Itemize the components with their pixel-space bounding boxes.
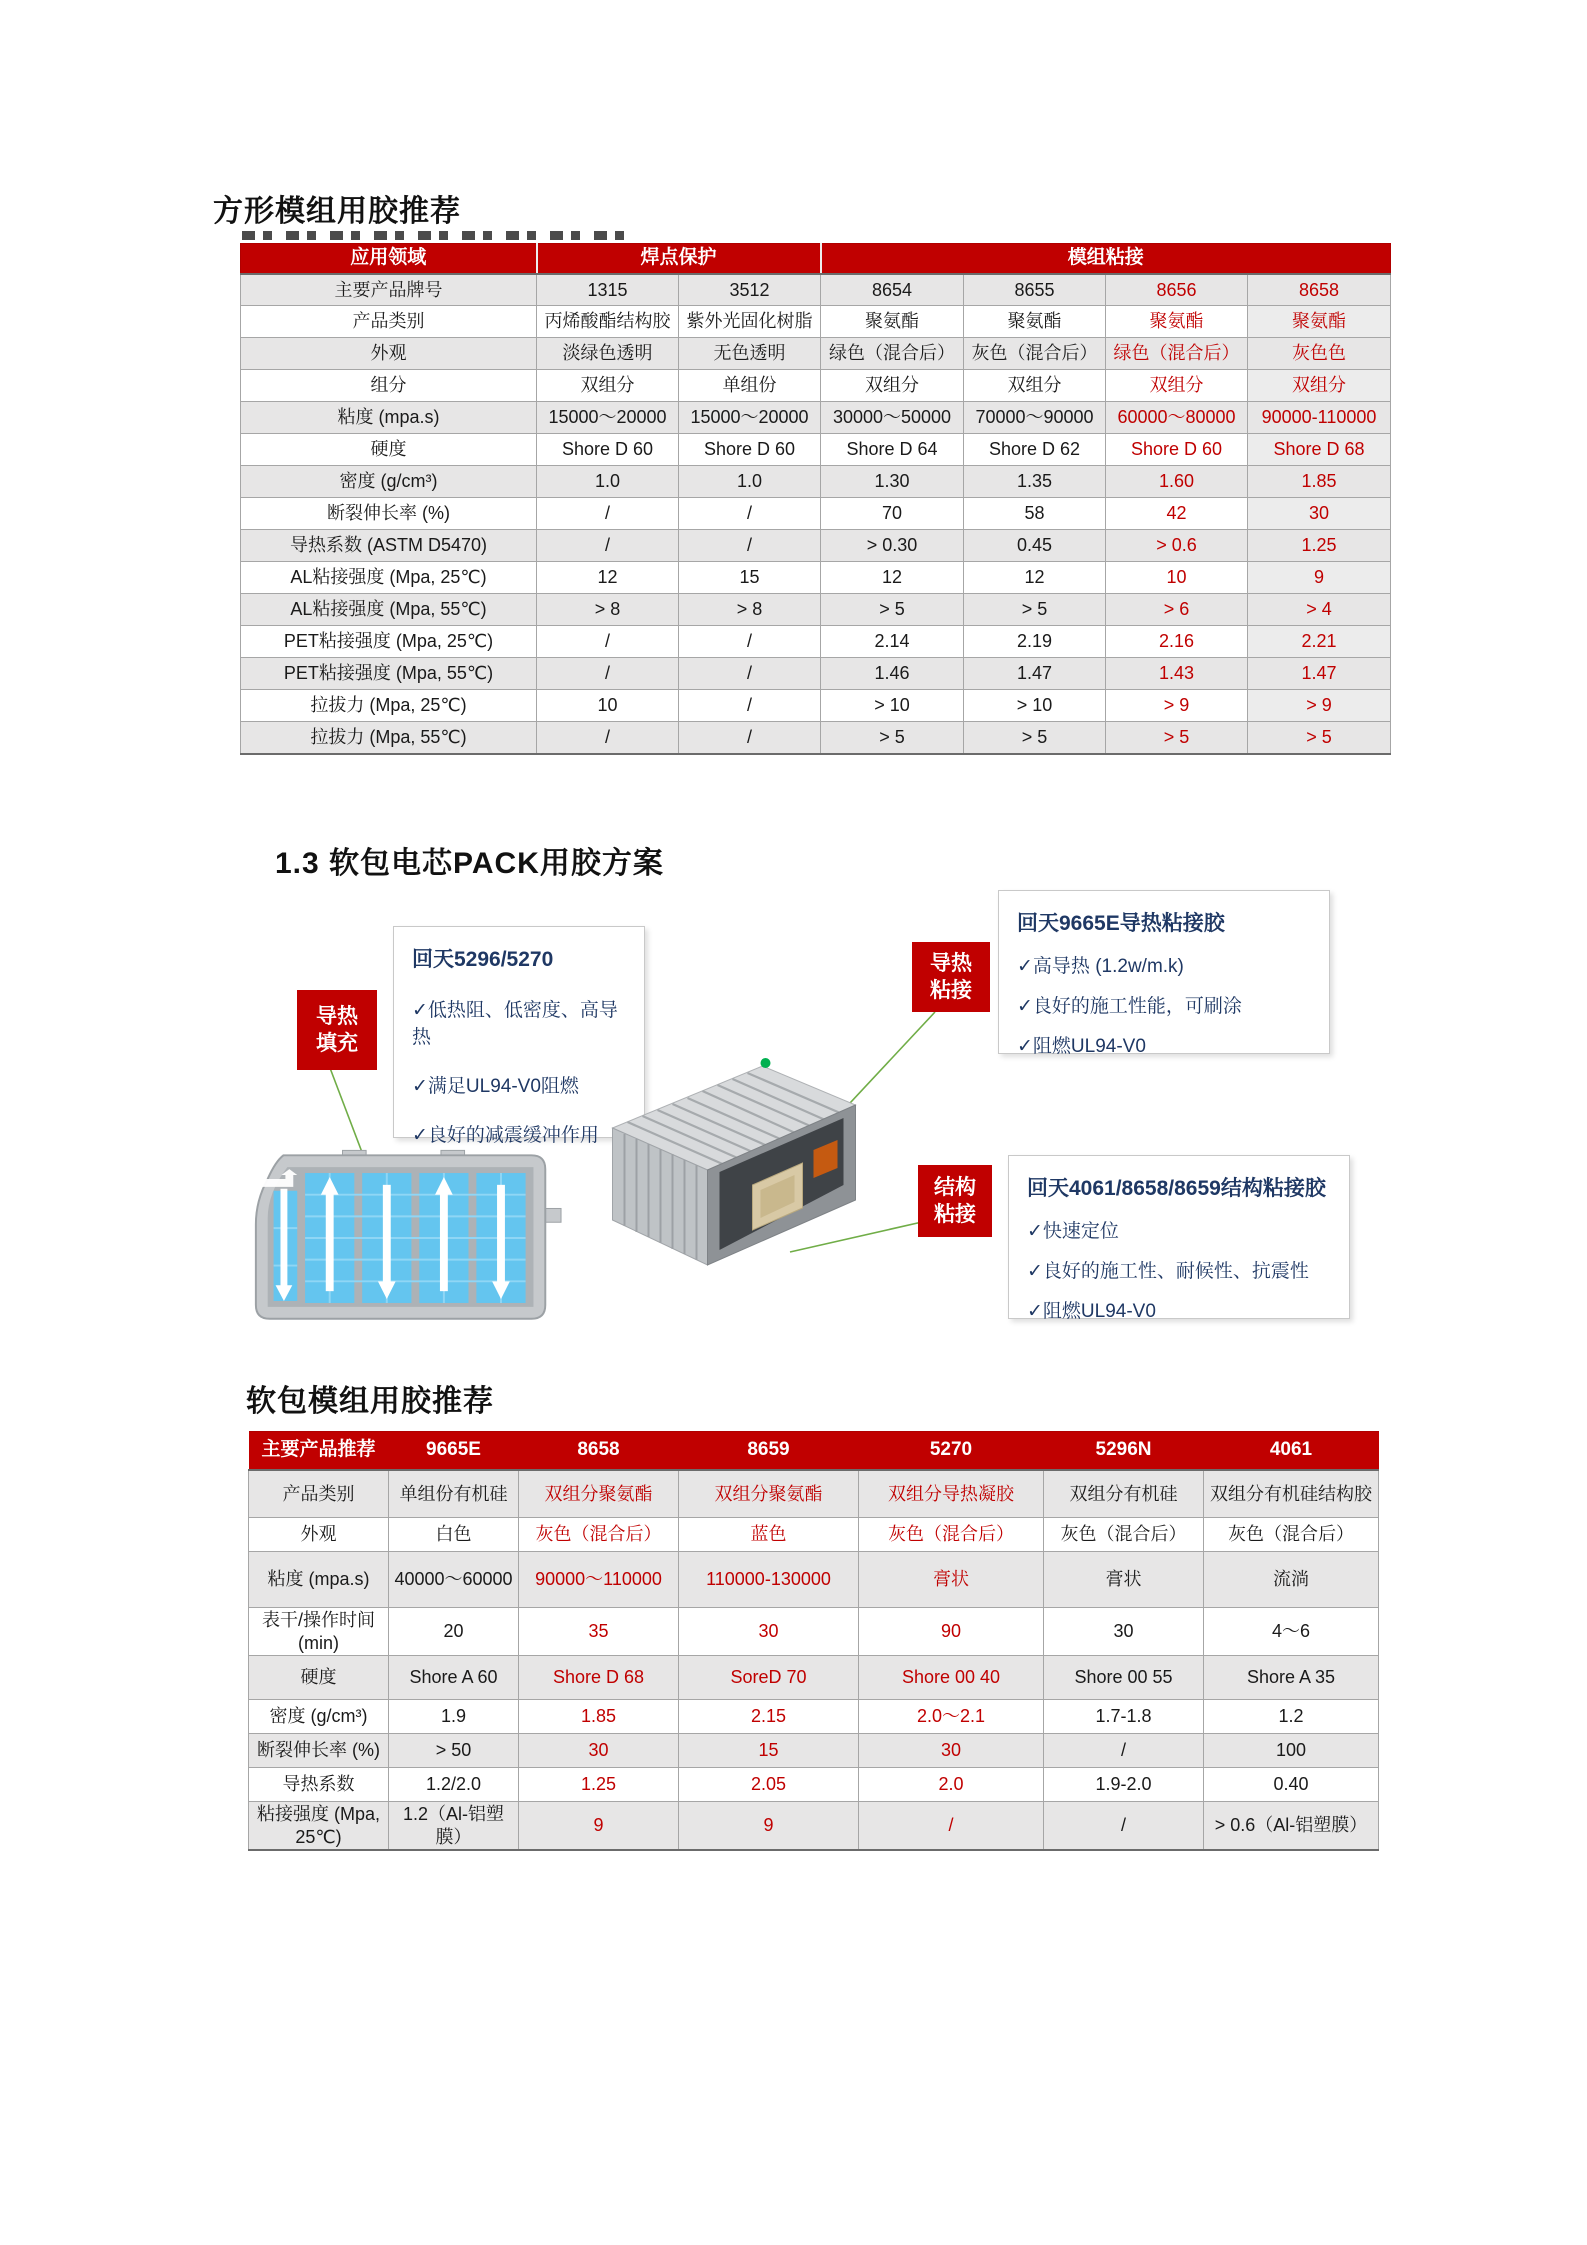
cell-columns: [274, 1173, 526, 1303]
table-cell: 1.2（Al-铝塑膜）: [389, 1802, 519, 1851]
square-table-head-row: [241, 244, 1391, 274]
table-row: [241, 306, 1391, 338]
table-cell: 8658: [1248, 274, 1391, 306]
tag-line: 结构: [934, 1175, 976, 1199]
table-cell: 1.9-2.0: [1044, 1768, 1204, 1802]
row-label: 产品类别: [249, 1470, 389, 1518]
table-cell: 0.45: [964, 530, 1106, 562]
table-cell: 淡绿色透明: [537, 338, 679, 370]
row-label: 拉拔力 (Mpa, 55℃): [241, 722, 537, 754]
row-label: 粘接强度 (Mpa, 25℃): [249, 1802, 389, 1851]
table-cell: Shore D 64: [821, 434, 964, 466]
row-label: 硬度: [249, 1656, 389, 1700]
table-cell: 15000～20000: [537, 402, 679, 434]
row-label: 导热系数: [249, 1768, 389, 1802]
table-cell: 30: [1248, 498, 1391, 530]
row-label: 断裂伸长率 (%): [241, 498, 537, 530]
table-cell: > 50: [389, 1734, 519, 1768]
pouch-table-head: [249, 1432, 1379, 1470]
tag-thermal-fill: [297, 990, 377, 1070]
table-cell: 2.16: [1106, 626, 1248, 658]
table-cell: 1.60: [1106, 466, 1248, 498]
table-cell: 1.46: [821, 658, 964, 690]
table-cell: Shore D 60: [537, 434, 679, 466]
table-cell: > 5: [964, 594, 1106, 626]
table-cell: 灰色（混合后）: [1204, 1518, 1379, 1552]
col-header-product-4061: 4061: [1204, 1432, 1379, 1470]
table-cell: 1.7-1.8: [1044, 1700, 1204, 1734]
table-cell: > 5: [964, 722, 1106, 754]
row-label: 表干/操作时间 (min): [249, 1608, 389, 1656]
table-row: [249, 1518, 1379, 1552]
table-row: [249, 1734, 1379, 1768]
clipped-text-fragment: [242, 231, 632, 240]
table-cell: Shore A 35: [1204, 1656, 1379, 1700]
tag-line: 填充: [316, 1032, 358, 1055]
pouch-table-body: [249, 1470, 1379, 1851]
table-row: [241, 722, 1391, 754]
table-cell: > 0.30: [821, 530, 964, 562]
table-cell: 1.30: [821, 466, 964, 498]
callout-title: 回天4061/8658/8659结构粘接胶: [1027, 1177, 1326, 1200]
table-cell: 双组分: [1106, 370, 1248, 402]
table-cell: 58: [964, 498, 1106, 530]
table-cell: SoreD 70: [679, 1656, 859, 1700]
table-row: [249, 1768, 1379, 1802]
col-group-solder-joint-protection: 焊点保护: [537, 244, 821, 274]
table-cell: /: [679, 690, 821, 722]
table-cell: 白色: [389, 1518, 519, 1552]
table-row: [249, 1552, 1379, 1608]
table-cell: > 0.6（Al-铝塑膜）: [1204, 1802, 1379, 1851]
table-cell: > 10: [964, 690, 1106, 722]
table-cell: 灰色（混合后）: [859, 1518, 1044, 1552]
table-cell: 1.9: [389, 1700, 519, 1734]
row-label: 外观: [249, 1518, 389, 1552]
table-cell: > 0.6: [1106, 530, 1248, 562]
tag-structural-bond: [918, 1165, 992, 1237]
callout-item: ✓快速定位: [1027, 1221, 1119, 1242]
table-cell: 无色透明: [679, 338, 821, 370]
callout-item: ✓良好的施工性、耐候性、抗震性: [1027, 1261, 1309, 1282]
callout-item: ✓高导热 (1.2w/m.k): [1017, 956, 1184, 977]
callout-item: ✓低热阻、低密度、高导热: [412, 1000, 618, 1048]
table-row: [241, 434, 1391, 466]
table-cell: 双组分聚氨酯: [679, 1470, 859, 1518]
table-cell: 绿色（混合后）: [1106, 338, 1248, 370]
table-cell: 90: [859, 1608, 1044, 1656]
table-cell: 双组分: [537, 370, 679, 402]
table-cell: 丙烯酸酯结构胶: [537, 306, 679, 338]
callout-item: ✓良好的减震缓冲作用: [412, 1125, 599, 1146]
table-cell: 双组分聚氨酯: [519, 1470, 679, 1518]
table-cell: 15: [679, 562, 821, 594]
table-cell: 1.0: [537, 466, 679, 498]
table-row: [241, 562, 1391, 594]
table-cell: 灰色（混合后）: [964, 338, 1106, 370]
callout-item-list: [1027, 1216, 1331, 1323]
table-cell: 2.0: [859, 1768, 1044, 1802]
table-cell: 9: [679, 1802, 859, 1851]
table-cell: 膏状: [859, 1552, 1044, 1608]
table-cell: 灰色（混合后）: [519, 1518, 679, 1552]
table-cell: Shore D 68: [1248, 434, 1391, 466]
table-cell: 12: [537, 562, 679, 594]
table-cell: 1.47: [964, 658, 1106, 690]
table-cell: 2.19: [964, 626, 1106, 658]
table-cell: 1.25: [1248, 530, 1391, 562]
table-cell: 1.2/2.0: [389, 1768, 519, 1802]
table-cell: 绿色（混合后）: [821, 338, 964, 370]
table-cell: 双组分: [1248, 370, 1391, 402]
table-cell: 单组份: [679, 370, 821, 402]
table-cell: 100: [1204, 1734, 1379, 1768]
table-cell: /: [679, 658, 821, 690]
pouch-module-adhesive-table: [248, 1431, 1379, 1851]
table-cell: > 8: [679, 594, 821, 626]
row-label: PET粘接强度 (Mpa, 55℃): [241, 658, 537, 690]
table-row: [241, 690, 1391, 722]
table-cell: 双组分: [821, 370, 964, 402]
table-cell: > 5: [1248, 722, 1391, 754]
table-cell: /: [537, 530, 679, 562]
table-cell: 3512: [679, 274, 821, 306]
square-module-table-title: 方形模组用胶推荐: [213, 195, 461, 228]
table-cell: 8654: [821, 274, 964, 306]
table-cell: > 5: [821, 722, 964, 754]
tag-line: 导热: [316, 1004, 358, 1028]
table-cell: 2.15: [679, 1700, 859, 1734]
table-cell: 1.0: [679, 466, 821, 498]
callout-item: ✓阻燃UL94-V0: [1017, 1036, 1146, 1057]
table-cell: /: [679, 498, 821, 530]
callout-title: 回天5296/5270: [412, 948, 554, 971]
table-cell: Shore 00 40: [859, 1656, 1044, 1700]
table-cell: > 9: [1248, 690, 1391, 722]
col-group-module-bonding: 模组粘接: [821, 244, 1391, 274]
table-cell: 15: [679, 1734, 859, 1768]
callout-title: 回天9665E导热粘接胶: [1017, 912, 1225, 935]
table-cell: 42: [1106, 498, 1248, 530]
table-cell: > 5: [1106, 722, 1248, 754]
table-cell: 30: [519, 1734, 679, 1768]
col-header-product-8658: 8658: [519, 1432, 679, 1470]
table-cell: 双组分有机硅结构胶: [1204, 1470, 1379, 1518]
row-label: 组分: [241, 370, 537, 402]
table-cell: /: [1044, 1734, 1204, 1768]
table-cell: > 5: [821, 594, 964, 626]
row-label: 拉拔力 (Mpa, 25℃): [241, 690, 537, 722]
callout-item-list: [1017, 951, 1311, 1058]
callout-item: ✓良好的施工性能，可刷涂: [1017, 996, 1242, 1017]
table-cell: 聚氨酯: [1106, 306, 1248, 338]
col-header-application-field: 应用领域: [241, 244, 537, 274]
tag-thermal-bond: [912, 942, 990, 1012]
table-cell: 2.0～2.1: [859, 1700, 1044, 1734]
col-header-product-8659: 8659: [679, 1432, 859, 1470]
row-label: 产品类别: [241, 306, 537, 338]
table-cell: 2.21: [1248, 626, 1391, 658]
table-cell: 膏状: [1044, 1552, 1204, 1608]
battery-module-3d-image: [555, 1050, 890, 1290]
table-cell: 9: [519, 1802, 679, 1851]
table-cell: 1.35: [964, 466, 1106, 498]
callout-item: ✓阻燃UL94-V0: [1027, 1301, 1156, 1322]
table-cell: 40000～60000: [389, 1552, 519, 1608]
table-cell: > 4: [1248, 594, 1391, 626]
table-cell: 双组分有机硅: [1044, 1470, 1204, 1518]
tag-line: 粘接: [934, 1203, 976, 1226]
table-cell: > 8: [537, 594, 679, 626]
pouch-module-table-title: 软包模组用胶推荐: [246, 1385, 494, 1418]
table-cell: 60000～80000: [1106, 402, 1248, 434]
table-cell: 8655: [964, 274, 1106, 306]
table-cell: 12: [964, 562, 1106, 594]
table-cell: 4～6: [1204, 1608, 1379, 1656]
col-header-product-9665E: 9665E: [389, 1432, 519, 1470]
table-cell: 2.14: [821, 626, 964, 658]
table-cell: 9: [1248, 562, 1391, 594]
table-cell: 35: [519, 1608, 679, 1656]
col-header-product-5270: 5270: [859, 1432, 1044, 1470]
table-cell: 110000-130000: [679, 1552, 859, 1608]
section-heading: 1.3 软包电芯PACK用胶方案: [275, 847, 664, 880]
table-cell: 双组分: [964, 370, 1106, 402]
table-row: [241, 370, 1391, 402]
col-header-main-products: 主要产品推荐: [249, 1432, 389, 1470]
table-cell: 1315: [537, 274, 679, 306]
table-cell: 聚氨酯: [821, 306, 964, 338]
table-cell: 10: [537, 690, 679, 722]
row-label: 密度 (g/cm³): [249, 1700, 389, 1734]
table-cell: Shore D 68: [519, 1656, 679, 1700]
table-cell: Shore D 60: [1106, 434, 1248, 466]
row-label: 导热系数 (ASTM D5470): [241, 530, 537, 562]
table-row: [241, 626, 1391, 658]
table-cell: Shore D 62: [964, 434, 1106, 466]
table-cell: 90000-110000: [1248, 402, 1391, 434]
table-row: [249, 1470, 1379, 1518]
col-header-product-5296N: 5296N: [1044, 1432, 1204, 1470]
table-cell: 70000～90000: [964, 402, 1106, 434]
table-cell: /: [679, 722, 821, 754]
table-cell: 8656: [1106, 274, 1248, 306]
table-cell: 20: [389, 1608, 519, 1656]
table-cell: 12: [821, 562, 964, 594]
pouch-table-head-row: [249, 1432, 1379, 1470]
table-cell: /: [679, 626, 821, 658]
row-label: 硬度: [241, 434, 537, 466]
table-cell: 1.47: [1248, 658, 1391, 690]
table-cell: 1.25: [519, 1768, 679, 1802]
table-cell: 蓝色: [679, 1518, 859, 1552]
table-cell: 双组分导热凝胶: [859, 1470, 1044, 1518]
tag-line: 导热: [930, 951, 972, 975]
row-label: 粘度 (mpa.s): [241, 402, 537, 434]
row-label: AL粘接强度 (Mpa, 25℃): [241, 562, 537, 594]
table-cell: /: [679, 530, 821, 562]
table-cell: 30: [859, 1734, 1044, 1768]
row-label: AL粘接强度 (Mpa, 55℃): [241, 594, 537, 626]
table-cell: 1.85: [519, 1700, 679, 1734]
table-cell: 单组份有机硅: [389, 1470, 519, 1518]
table-cell: 90000～110000: [519, 1552, 679, 1608]
table-cell: /: [537, 658, 679, 690]
table-cell: 流淌: [1204, 1552, 1379, 1608]
table-cell: > 9: [1106, 690, 1248, 722]
row-label: PET粘接强度 (Mpa, 25℃): [241, 626, 537, 658]
table-cell: /: [859, 1802, 1044, 1851]
table-cell: 70: [821, 498, 964, 530]
table-cell: 30: [679, 1608, 859, 1656]
table-row: [241, 338, 1391, 370]
table-cell: Shore 00 55: [1044, 1656, 1204, 1700]
table-cell: 2.05: [679, 1768, 859, 1802]
table-cell: 紫外光固化树脂: [679, 306, 821, 338]
row-label: 密度 (g/cm³): [241, 466, 537, 498]
table-cell: > 10: [821, 690, 964, 722]
square-table-head: [241, 244, 1391, 274]
callout-item: ✓满足UL94-V0阻燃: [412, 1076, 579, 1097]
callout-4061-8658-8659: [1008, 1155, 1350, 1322]
table-cell: 聚氨酯: [964, 306, 1106, 338]
table-row: [241, 466, 1391, 498]
table-cell: 0.40: [1204, 1768, 1379, 1802]
table-cell: 1.43: [1106, 658, 1248, 690]
table-cell: 10: [1106, 562, 1248, 594]
table-row: [241, 594, 1391, 626]
table-cell: /: [537, 722, 679, 754]
table-cell: 30: [1044, 1608, 1204, 1656]
row-label: 粘度 (mpa.s): [249, 1552, 389, 1608]
square-table-body: [241, 274, 1391, 754]
table-cell: 30000～50000: [821, 402, 964, 434]
table-cell: 聚氨酯: [1248, 306, 1391, 338]
table-cell: /: [537, 626, 679, 658]
callout-9665E: [998, 890, 1330, 1057]
table-row: [241, 530, 1391, 562]
table-row: [241, 658, 1391, 690]
table-cell: 灰色色: [1248, 338, 1391, 370]
table-cell: 1.2: [1204, 1700, 1379, 1734]
table-cell: 灰色（混合后）: [1044, 1518, 1204, 1552]
square-module-adhesive-table: [240, 243, 1391, 755]
table-row: [241, 498, 1391, 530]
table-row: [241, 402, 1391, 434]
table-cell: > 6: [1106, 594, 1248, 626]
battery-pack-top-view-image: [248, 1148, 563, 1328]
table-cell: /: [537, 498, 679, 530]
row-label: 主要产品牌号: [241, 274, 537, 306]
row-label: 外观: [241, 338, 537, 370]
table-cell: Shore A 60: [389, 1656, 519, 1700]
table-row: [249, 1700, 1379, 1734]
table-row: [249, 1656, 1379, 1700]
table-cell: 15000～20000: [679, 402, 821, 434]
table-row: [249, 1608, 1379, 1656]
table-cell: 1.85: [1248, 466, 1391, 498]
table-row: [249, 1802, 1379, 1851]
table-row: [241, 274, 1391, 306]
table-cell: /: [1044, 1802, 1204, 1851]
table-cell: Shore D 60: [679, 434, 821, 466]
row-label: 断裂伸长率 (%): [249, 1734, 389, 1768]
tag-line: 粘接: [930, 979, 972, 1002]
